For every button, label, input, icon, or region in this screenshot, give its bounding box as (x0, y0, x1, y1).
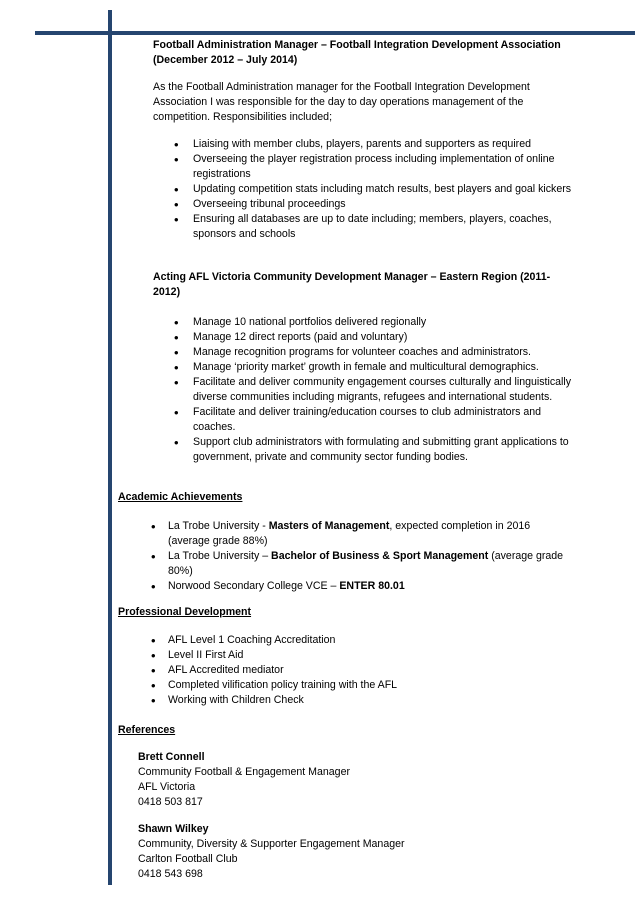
list-item: • Completed vilification policy training with the AFL (168, 678, 573, 693)
list-item: • Level II First Aid (168, 648, 573, 663)
list-item (168, 579, 568, 594)
vertical-rule (108, 10, 112, 885)
reference-name: Brett Connell (138, 751, 205, 763)
reference-entry (138, 750, 538, 810)
list-item: • AFL Level 1 Coaching Accreditation (168, 633, 573, 648)
section-heading: Academic Achievements (118, 491, 243, 503)
list-item: • AFL Accredited mediator (168, 663, 573, 678)
reference-organisation: AFL Victoria (138, 781, 196, 793)
horizontal-rule (35, 31, 635, 35)
qualification: Bachelor of Business & Sport Management (271, 550, 489, 562)
list-item: • Support club administrators with formulating and submitting grant applications to government, private and community sector funding bodies. (193, 435, 573, 465)
institution: Norwood Secondary College VCE – (168, 580, 340, 592)
qualification-detail: (average grade 80%) (168, 550, 564, 577)
list-item: • Overseeing tribunal proceedings (193, 197, 573, 212)
list-item: • Manage 10 national portfolios delivered regionally (193, 315, 573, 330)
section-heading: Professional Development (118, 606, 252, 618)
list-item (168, 549, 568, 579)
list-item: • Working with Children Check (168, 693, 573, 708)
list-item: • Liaising with member clubs, players, parents and supporters as required (193, 137, 573, 152)
reference-role: Community Football & Engagement Manager (138, 766, 350, 778)
reference-phone: 0418 503 817 (138, 796, 203, 808)
list-item: • Facilitate and deliver community engagement courses culturally and linguistically diverse communities including migrants, refugees and international students. (193, 375, 573, 405)
reference-role: Community, Diversity & Supporter Engagement Manager (138, 838, 405, 850)
list-item: • Manage 12 direct reports (paid and voluntary) (193, 330, 573, 345)
section-heading: References (118, 724, 176, 736)
job-dates: (December 2012 – July 2014) (153, 54, 298, 66)
job-title (153, 38, 593, 68)
list-item: • Ensuring all databases are up to date including; members, players, coaches, sponsors and schools (193, 212, 573, 242)
job-title-line1: Football Administration Manager – Football Integration Development Association (153, 39, 561, 51)
list-item: • Facilitate and deliver training/education courses to club administrators and coaches. (193, 405, 573, 435)
list-item: • Updating competition stats including match results, best players and goal kickers (193, 182, 573, 197)
academic-list (168, 519, 568, 594)
job2-responsibilities (193, 315, 573, 465)
institution: La Trobe University – (168, 550, 272, 562)
reference-entry (138, 822, 538, 882)
list-item: • Manage ‘priority market’ growth in female and multicultural demographics. (193, 360, 573, 375)
qualification-detail: , expected completion in 2016 (average grade 88%) (168, 520, 531, 547)
qualification: ENTER 80.01 (339, 580, 405, 592)
qualification: Masters of Management (268, 520, 390, 532)
job-title: Acting AFL Victoria Community Development Manager – Eastern Region (2011-2012) (153, 271, 551, 298)
professional-list (168, 633, 573, 708)
list-item (168, 519, 568, 549)
reference-phone: 0418 543 698 (138, 868, 203, 880)
reference-organisation: Carlton Football Club (138, 853, 238, 865)
job1-responsibilities (193, 137, 573, 242)
job-description: As the Football Administration manager for the Football Integration Development Association I was responsible for the day to day operations management of the competition. Responsibilities included; (153, 81, 530, 123)
reference-name: Shawn Wilkey (138, 823, 209, 835)
institution: La Trobe University - (168, 520, 269, 532)
list-item: • Manage recognition programs for volunteer coaches and administrators. (193, 345, 573, 360)
list-item: • Overseeing the player registration process including implementation of online registrations (193, 152, 573, 182)
